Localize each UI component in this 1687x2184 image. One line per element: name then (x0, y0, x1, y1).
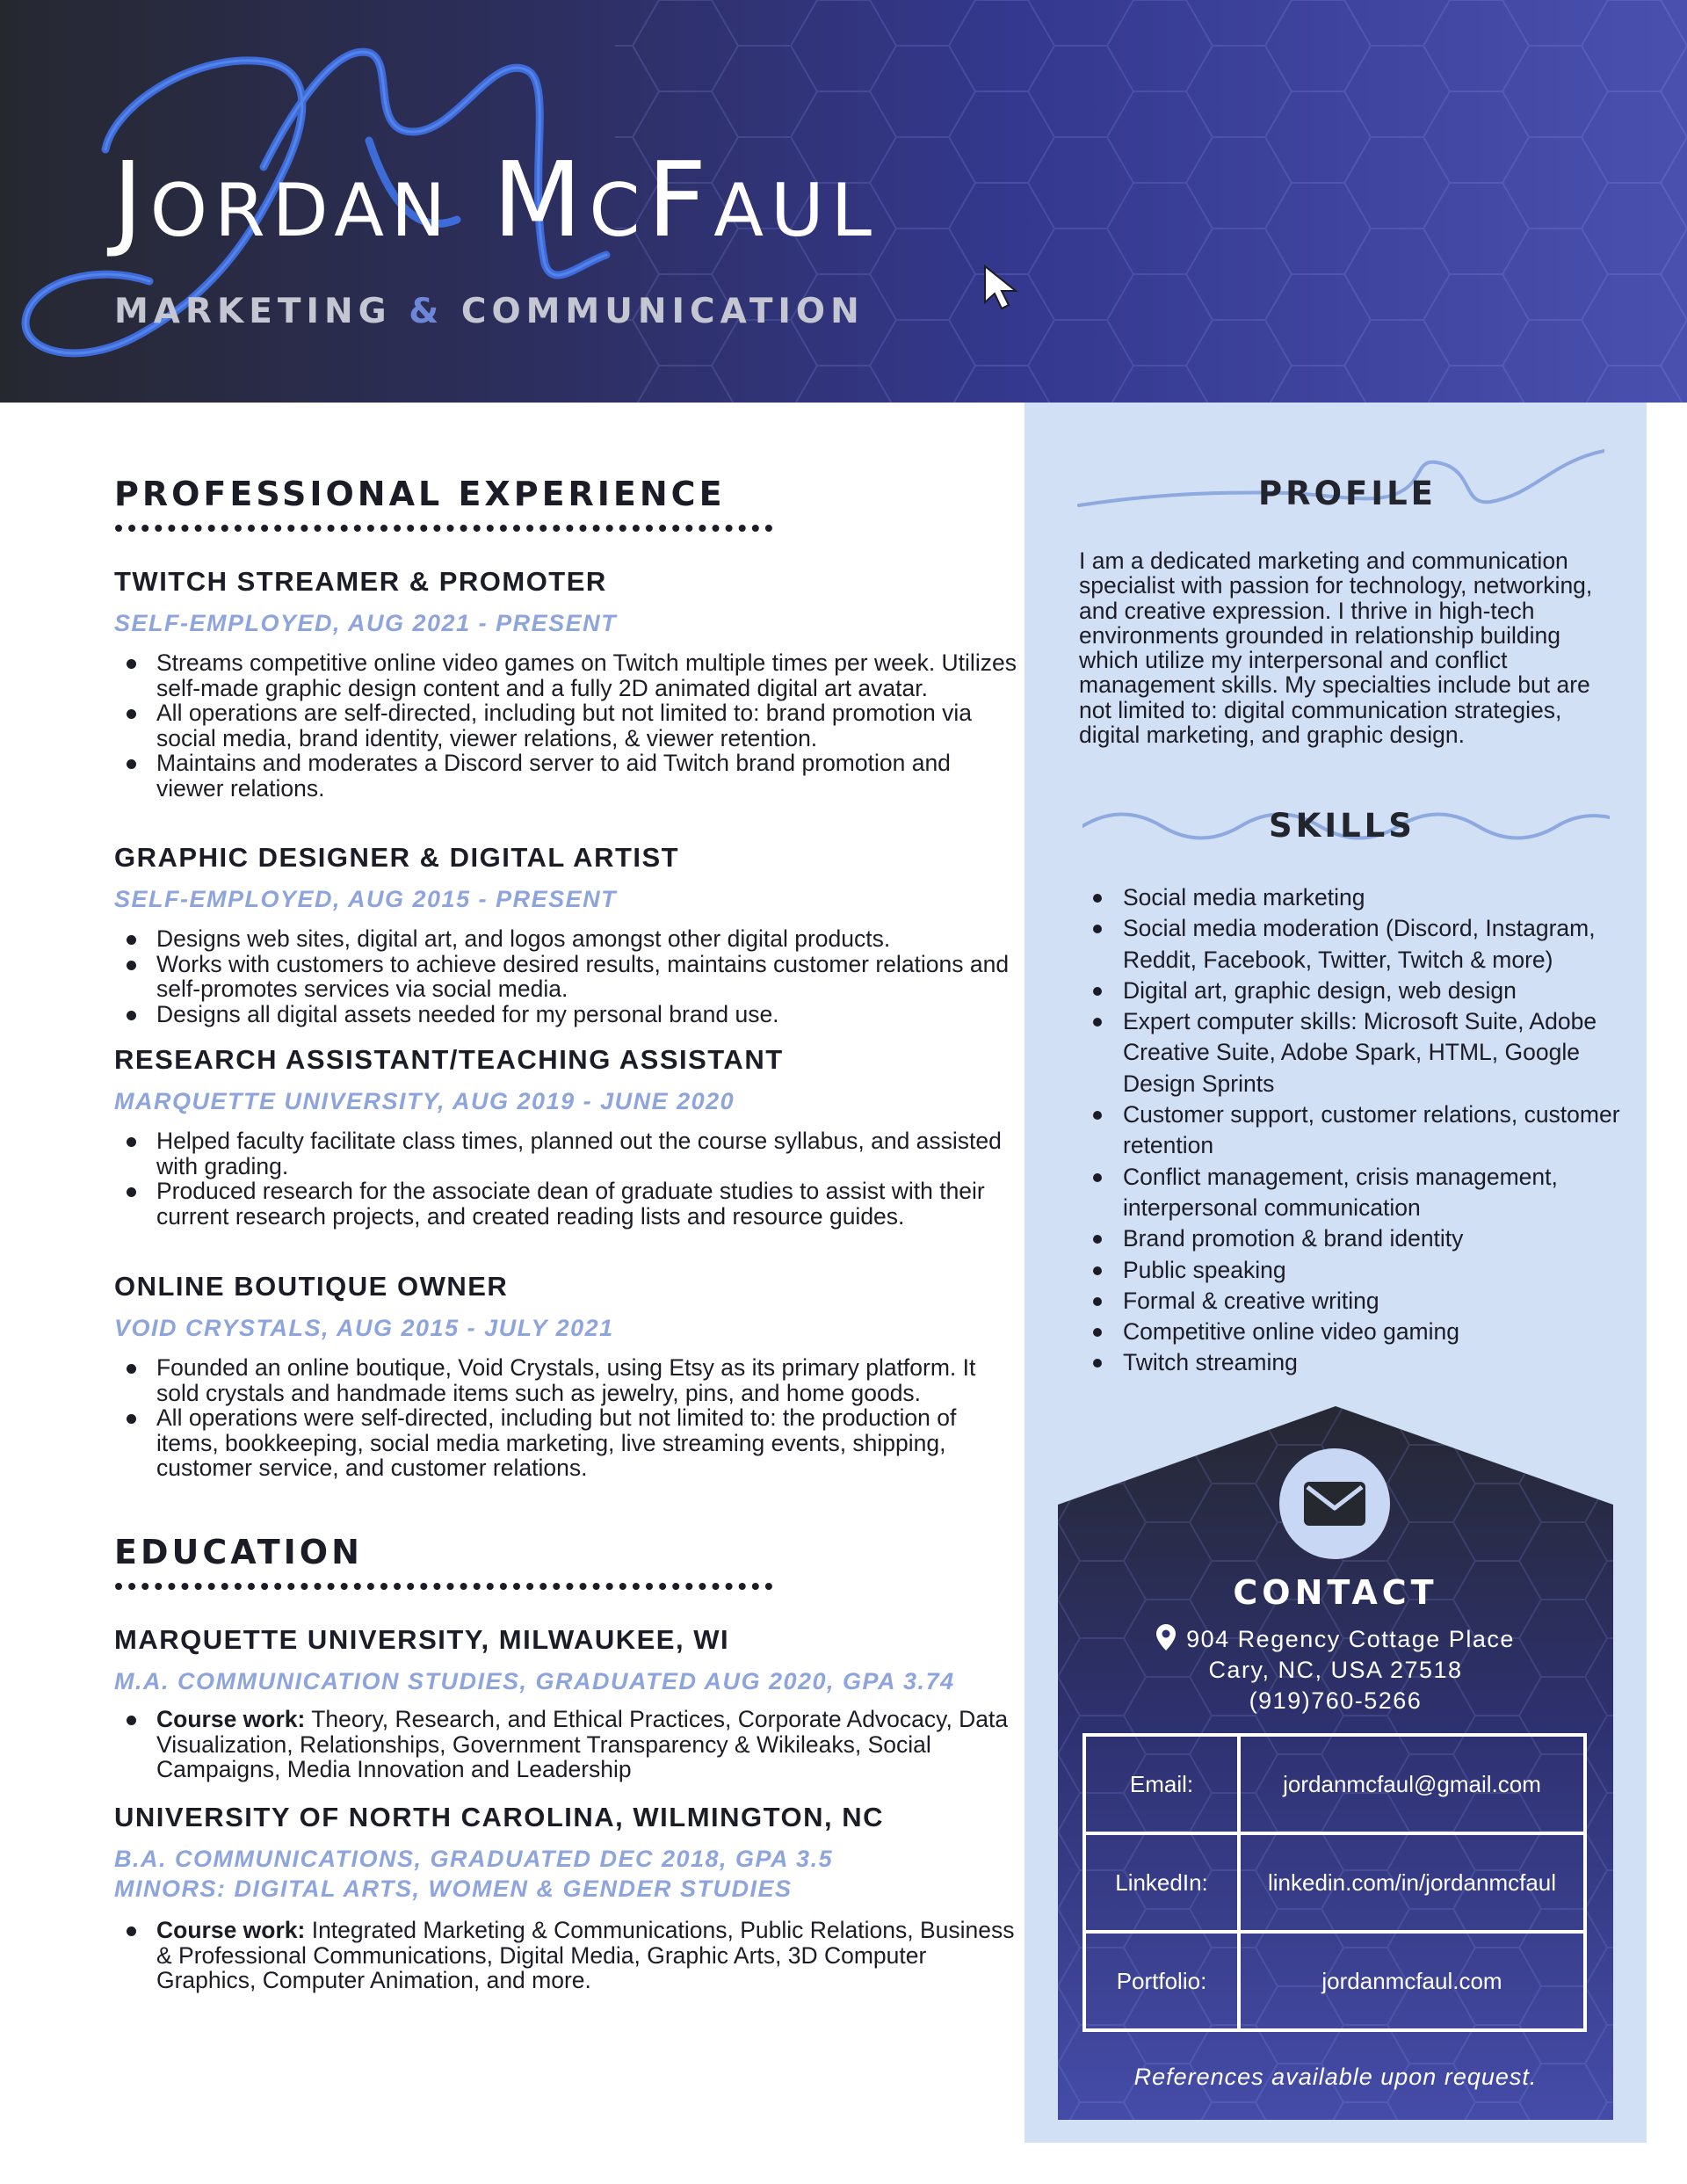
list-item: Digital art, graphic design, web design (1123, 976, 1650, 1006)
school-bullets (114, 1707, 1017, 1782)
phone-number: (919)760-5266 (1249, 1687, 1423, 1714)
portfolio-link[interactable]: jordanmcfaul.com (1239, 1932, 1585, 2030)
coursework-label: Course work: (156, 1917, 306, 1943)
email-link[interactable]: jordanmcfaul@gmail.com (1239, 1735, 1585, 1833)
list-item: Social media moderation (Discord, Instagram, Reddit, Facebook, Twitter, Twitch & more) (1123, 913, 1650, 976)
candidate-subtitle (114, 292, 865, 331)
list-item (156, 1707, 1017, 1782)
skills-list (1082, 882, 1650, 1379)
school-bullets (114, 1918, 1017, 1993)
list-item: Formal & creative writing (1123, 1286, 1650, 1317)
subtitle-part1: MARKETING (114, 292, 392, 331)
list-item: Designs web sites, digital art, and logos amongst other digital products. (156, 926, 1017, 952)
profile-text: I am a dedicated marketing and communication specialist with passion for technology, networking, and creative expression. I thrive in high-tech environments grounded in relationship building which utilize my interpersonal and conflict management skills. My specialties include but are not limited to: digital communication strategies, digital marketing, and graphic design. (1079, 548, 1593, 749)
experience-divider (114, 522, 773, 534)
contact-heading: CONTACT (1233, 1573, 1438, 1612)
job-title: TWITCH STREAMER & PROMOTER (114, 566, 607, 597)
table-row (1084, 1735, 1585, 1833)
list-item: Public speaking (1123, 1255, 1650, 1286)
experience-heading: PROFESSIONAL EXPERIENCE (114, 475, 726, 513)
school-meta: M.A. COMMUNICATION STUDIES, GRADUATED AUG 2020, GPA 3.74 (114, 1668, 955, 1694)
job-title: GRAPHIC DESIGNER & DIGITAL ARTIST (114, 842, 680, 873)
job-bullets (114, 926, 1017, 1027)
candidate-name: Jordan McFaul (112, 139, 880, 260)
list-item: Designs all digital assets needed for my personal brand use. (156, 1002, 1017, 1027)
job-meta: MARQUETTE UNIVERSITY, AUG 2019 - JUNE 2020 (114, 1088, 735, 1114)
list-item: Expert computer skills: Microsoft Suite, Adobe Creative Suite, Adobe Spark, HTML, Google Design Sprints (1123, 1006, 1650, 1099)
education-divider (114, 1580, 773, 1593)
table-row (1084, 1833, 1585, 1932)
list-item (156, 1918, 1017, 1993)
linkedin-label: LinkedIn: (1084, 1833, 1239, 1932)
linkedin-link[interactable]: linkedin.com/in/jordanmcfaul (1239, 1833, 1585, 1932)
list-item: Works with customers to achieve desired results, maintains customer relations and self-promotes services via social media. (156, 952, 1017, 1002)
address-line1: 904 Regency Cottage Place (1186, 1626, 1515, 1652)
contact-table (1082, 1733, 1587, 2032)
address-line1-row (1058, 1624, 1613, 1655)
map-pin-icon (1156, 1624, 1176, 1651)
job-bullets (114, 650, 1017, 801)
list-item: Founded an online boutique, Void Crystals, using Etsy as its primary platform. It sold crystals and handmade items such as jewelry, pins, and home goods. (156, 1355, 1017, 1405)
list-item: Streams competitive online video games on Twitch multiple times per week. Utilizes self-made graphic design content and a fully 2D animated digital art avatar. (156, 649, 1017, 701)
list-item: Maintains and moderates a Discord server to aid Twitch brand promotion and viewer relations. (156, 751, 1017, 801)
list-item: Twitch streaming (1123, 1347, 1650, 1378)
header-banner (0, 0, 1687, 403)
job-title: ONLINE BOUTIQUE OWNER (114, 1271, 509, 1302)
list-item: Helped faculty facilitate class times, planned out the course syllabus, and assisted with grading. (156, 1128, 1017, 1179)
job-meta: SELF-EMPLOYED, AUG 2015 - PRESENT (114, 886, 618, 912)
school-title: UNIVERSITY OF NORTH CAROLINA, WILMINGTON, NC (114, 1802, 885, 1832)
subtitle-ampersand: & (409, 292, 445, 331)
coursework-text: Integrated Marketing & Communications, Public Relations, Business & Professional Communications, Digital Media, Graphic Arts, 3D Computer Graphics, Computer Animation, and more. (156, 1917, 1015, 1993)
school-meta: B.A. COMMUNICATIONS, GRADUATED DEC 2018, GPA 3.5 (114, 1846, 834, 1872)
education-heading: EDUCATION (114, 1533, 363, 1571)
list-item: Customer support, customer relations, customer retention (1123, 1099, 1650, 1162)
references-note: References available upon request. (1133, 2064, 1538, 2090)
portfolio-label: Portfolio: (1084, 1932, 1239, 2030)
school-minors: MINORS: DIGITAL ARTS, WOMEN & GENDER STUDIES (114, 1876, 793, 1902)
list-item: Brand promotion & brand identity (1123, 1223, 1650, 1254)
profile-heading: PROFILE (1258, 475, 1437, 512)
school-title: MARQUETTE UNIVERSITY, MILWAUKEE, WI (114, 1624, 730, 1655)
list-item: Competitive online video gaming (1123, 1317, 1650, 1347)
table-row (1084, 1932, 1585, 2030)
mail-circle (1279, 1448, 1390, 1559)
job-title: RESEARCH ASSISTANT/TEACHING ASSISTANT (114, 1044, 784, 1075)
job-bullets (114, 1128, 1017, 1229)
contact-address (1058, 1624, 1613, 1716)
list-item: All operations are self-directed, including but not limited to: brand promotion via social media, brand identity, viewer relations, & viewer retention. (156, 700, 1017, 751)
list-item: Social media marketing (1123, 882, 1650, 913)
coursework-text: Theory, Research, and Ethical Practices, Corporate Advocacy, Data Visualization, Relationships, Government Transparency & Wikileaks, Social Campaigns, Media Innovation and Leadership (156, 1706, 1009, 1782)
subtitle-part2: COMMUNICATION (460, 292, 865, 331)
cursor-arrow-icon (982, 264, 1023, 311)
list-item: Produced research for the associate dean of graduate studies to assist with their current research projects, and created reading lists and resource guides. (156, 1179, 1017, 1229)
list-item: All operations were self-directed, including but not limited to: the production of items, bookkeeping, social media marketing, live streaming events, shipping, customer service, and customer relations. (156, 1405, 1017, 1481)
job-meta: VOID CRYSTALS, AUG 2015 - JULY 2021 (114, 1315, 614, 1341)
job-bullets (114, 1355, 1017, 1481)
envelope-icon (1304, 1482, 1365, 1526)
skills-heading: SKILLS (1269, 807, 1415, 845)
list-item: Conflict management, crisis management, interpersonal communication (1123, 1162, 1650, 1224)
job-meta: SELF-EMPLOYED, AUG 2021 - PRESENT (114, 610, 618, 636)
email-label: Email: (1084, 1735, 1239, 1833)
coursework-label: Course work: (156, 1706, 306, 1732)
address-line2: Cary, NC, USA 27518 (1208, 1657, 1463, 1683)
